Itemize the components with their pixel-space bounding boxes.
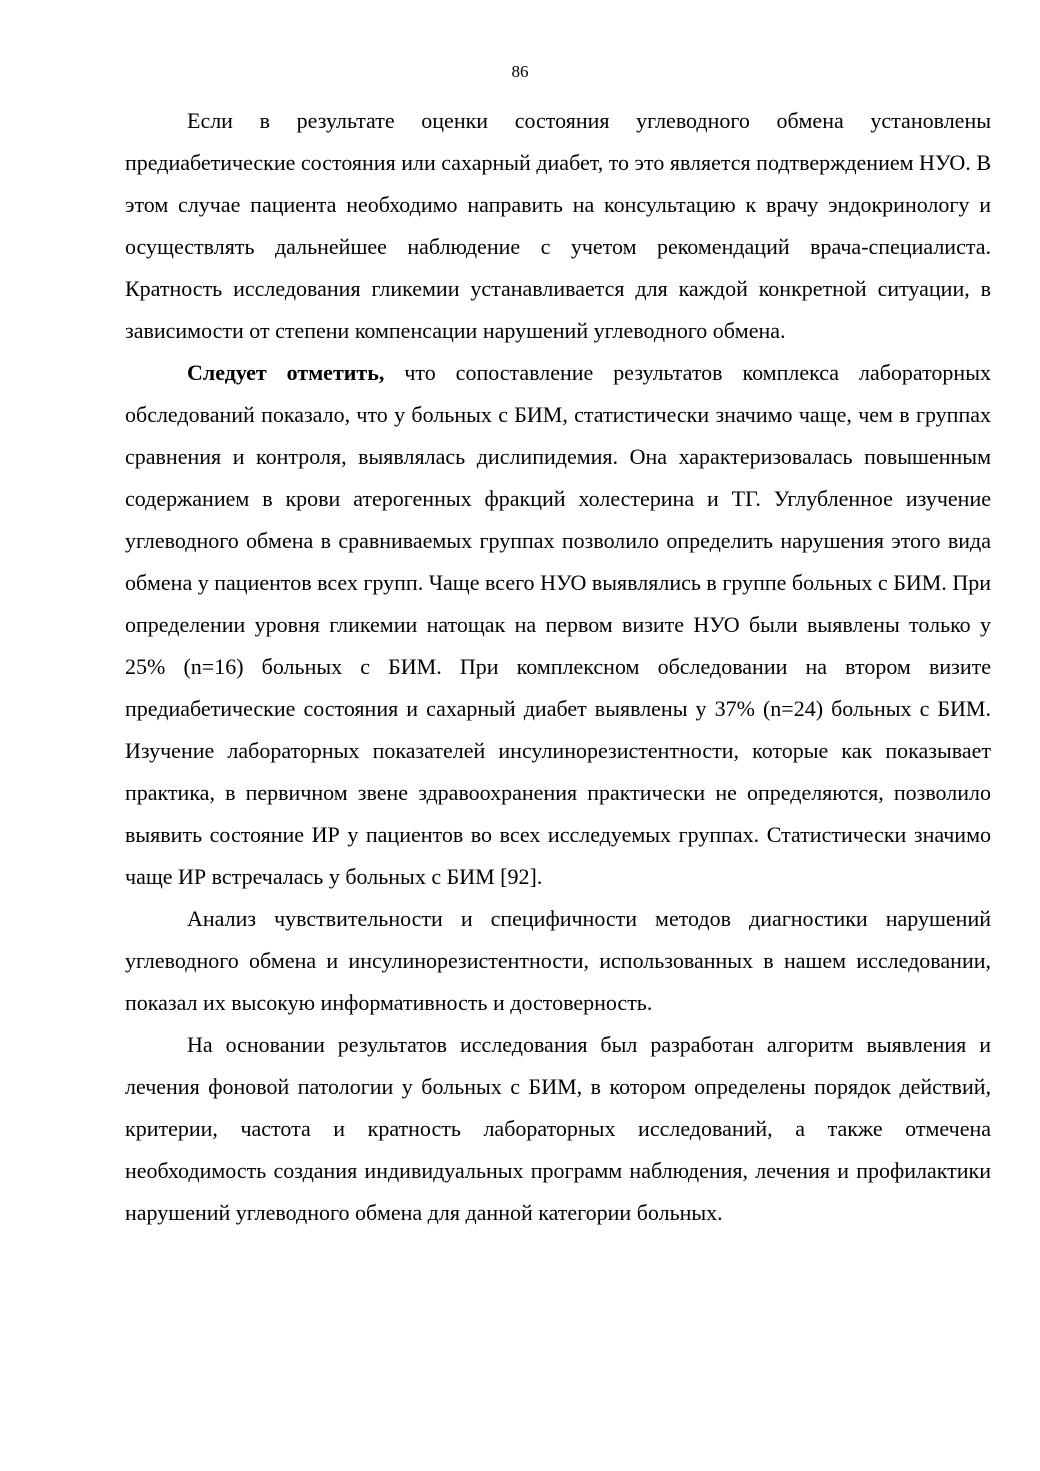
body-text (125, 100, 991, 1234)
paragraph-4: На основании результатов исследования был разработан алгоритм выявления и лечения фоновой патологии у больных с БИМ, в котором определены порядок действий, критерии, частота и кратность лабораторных исследований, а также отмечена необходимость создания индивидуальных программ наблюдения, лечения и профилактики нарушений углеводного обмена для данной категории больных. (125, 1032, 991, 1225)
paragraph-3: Анализ чувствительности и специфичности методов диагностики нарушений углеводного обмена и инсулинорезистентности, использованных в нашем исследовании, показал их высокую информативность и достоверность. (125, 906, 991, 1015)
paragraph-2 (125, 352, 991, 898)
paragraph-1: Если в результате оценки состояния углеводного обмена установлены предиабетические состояния или сахарный диабет, то это является подтверждением НУО. В этом случае пациента необходимо направить на консультацию к врачу эндокринологу и осуществлять дальнейшее наблюдение с учетом рекомендаций врача-специалиста. Кратность исследования гликемии устанавливается для каждой конкретной ситуации, в зависимости от степени компенсации нарушений углеводного обмена. (125, 108, 991, 343)
page-number: 86 (511, 62, 529, 81)
paragraph-2-bold-lead: Следует отметить, (187, 360, 385, 385)
paragraph-2-text: что сопоставление результатов комплекса лабораторных обследований показало, что у больных с БИМ, статистически значимо чаще, чем в группах сравнения и контроля, выявлялась дислипидемия. Она характеризовалась повышенным содержанием в крови атерогенных фракций холестерина и ТГ. Углубленное изучение углеводного обмена в сравниваемых группах позволило определить нарушения этого вида обмена у пациентов всех групп. Чаще всего НУО выявлялись в группе больных с БИМ. При определении уровня гликемии натощак на первом визите НУО были выявлены только у 25% (n=16) больных с БИМ. При комплексном обследовании на втором визите предиабетические состояния и сахарный диабет выявлены у 37% (n=24) больных с БИМ. Изучение лабораторных показателей инсулинорезистентности, которые как показывает практика, в первичном звене здравоохранения практически не определяются, позволило выявить состояние ИР у пациентов во всех исследуемых группах. Статистически значимо чаще ИР встречалась у больных с БИМ [92]. (125, 360, 991, 889)
